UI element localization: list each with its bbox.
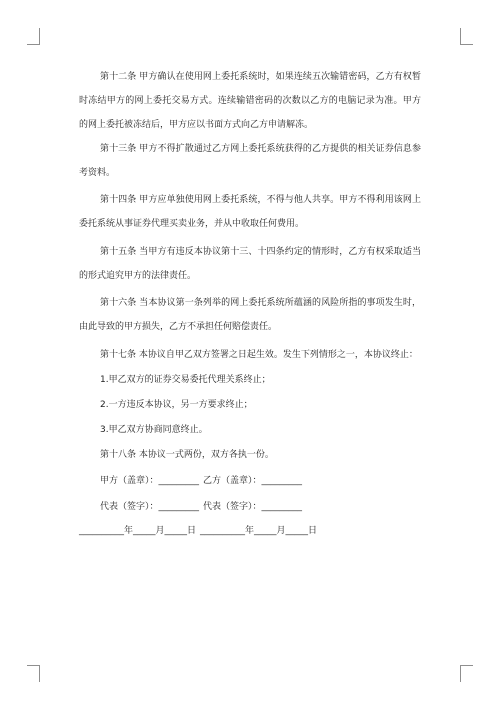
- crop-mark-top-left: [27, 28, 40, 45]
- clause-15-line-2: 的形式追究甲方的法律责任。: [79, 271, 197, 281]
- clause-15-line-1: 第十五条 当甲方有违反本协议第十三、十四条约定的情形时，乙方有权采取适当: [100, 247, 421, 257]
- crop-mark-top-right: [460, 28, 473, 45]
- clause-14-line-2: 委托系统从事证券代理买卖业务，并从中收取任何费用。: [79, 219, 305, 229]
- clause-17-item-3: 3.甲乙双方协商同意终止。: [100, 425, 208, 435]
- clause-13-line-1: 第十三条 甲方不得扩散通过乙方网上委托系统获得的乙方提供的相关证券信息参: [100, 144, 421, 154]
- clause-13-line-2: 考资料。: [79, 168, 116, 178]
- party-a-date-field: __________年_____月_____日: [79, 526, 197, 536]
- representative-row: [100, 501, 421, 513]
- clause-16-line-2: 由此导致的甲方损失，乙方不承担任何赔偿责任。: [79, 322, 278, 332]
- clause-18-line: 第十八条 本协议一式两份，双方各执一份。: [100, 450, 274, 460]
- party-a-representative-field: 代表（签字）：_________: [100, 502, 200, 512]
- clause-12-line-1: 第十二条 甲方确认在使用网上委托系统时，如果连续五次输错密码，乙方有权暂: [100, 72, 421, 82]
- clause-17-line: 第十七条 本协议自甲乙双方签署之日起生效。发生下列情形之一，本协议终止：: [100, 350, 418, 360]
- party-b-representative-field: 代表（签字）：_________: [203, 502, 303, 512]
- party-a-seal-field: 甲方（盖章）：_________: [100, 476, 200, 486]
- crop-mark-bottom-right: [460, 665, 473, 682]
- clause-16-line-1: 第十六条 当本协议第一条列举的网上委托系统所蕴涵的风险所指的事项发生时，: [100, 298, 421, 308]
- clause-17-item-1: 1.甲乙双方的证券交易委托代理关系终止；: [100, 375, 271, 385]
- clause-14-line-1: 第十四条 甲方应单独使用网上委托系统，不得与他人共享。甲方不得利用该网上: [100, 195, 421, 205]
- clause-12-line-3: 的网上委托被冻结后，甲方应以书面方式向乙方申请解冻。: [79, 120, 314, 130]
- clause-17-item-2: 2.一方违反本协议，另一方要求终止；: [100, 400, 253, 410]
- crop-mark-bottom-left: [27, 665, 40, 682]
- party-b-date-field: __________年_____月_____日: [200, 526, 318, 536]
- clause-12-line-2: 时冻结甲方的网上委托交易方式。连续输错密码的次数以乙方的电脑记录为准。甲方: [79, 96, 421, 106]
- date-row: [79, 525, 421, 537]
- party-b-seal-field: 乙方（盖章）：_________: [203, 476, 303, 486]
- seal-row: [100, 475, 421, 487]
